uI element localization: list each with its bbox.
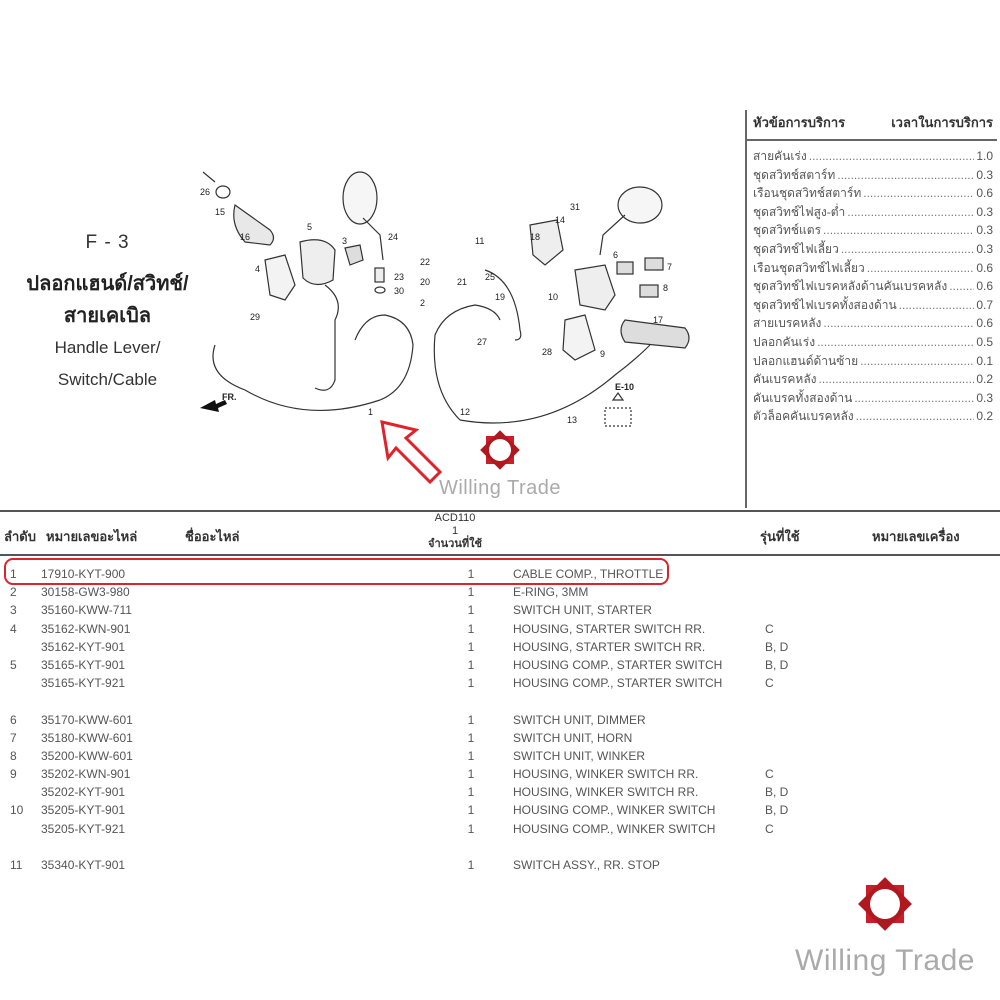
callout-22: 22 — [420, 257, 431, 267]
service-item-time: 1.0 — [976, 149, 993, 163]
row-number: 1 — [10, 567, 17, 581]
callout-3: 3 — [342, 236, 348, 246]
part-name-english: SWITCH UNIT, STARTER — [513, 603, 652, 618]
service-item-label: คันเบรคหลัง — [753, 372, 817, 387]
table-row — [0, 584, 1000, 602]
service-item-label: เรือนชุดสวิทช์ไฟเลี้ยว — [753, 260, 865, 275]
dot-leader — [860, 354, 974, 368]
e10-arrow-icon — [613, 393, 623, 400]
quantity: 1 — [467, 821, 475, 836]
callout-4: 4 — [255, 264, 261, 274]
row-number: 11 — [10, 858, 23, 872]
title-thai-line2: สายเคเบิล — [63, 305, 152, 327]
service-item-header: หัวข้อการบริการ — [753, 115, 846, 130]
callout-11: 11 — [475, 236, 485, 246]
title-english-line1: Handle Lever/ — [54, 338, 161, 357]
service-item-time: 0.3 — [976, 167, 993, 182]
switch-cover-part — [265, 255, 295, 300]
service-time-list — [747, 141, 997, 426]
callout-12: 12 — [460, 407, 471, 417]
quantity: 1 — [467, 676, 475, 691]
part-number: 35165-KYT-921 — [41, 676, 126, 691]
service-item — [753, 333, 993, 352]
section-code: F - 3 — [85, 232, 130, 253]
table-row — [0, 602, 1000, 620]
watermark-center — [430, 425, 570, 500]
quantity: 1 — [467, 858, 475, 872]
header-qty: จำนวนที่ใช้ — [428, 538, 482, 550]
part-number: 35162-KWN-901 — [41, 621, 131, 636]
dot-leader — [823, 223, 974, 237]
part-name-english: CABLE COMP., THROTTLE — [513, 567, 664, 581]
part-name-english: HOUSING COMP., WINKER SWITCH — [513, 821, 716, 836]
service-item-label: ชุดสวิทช์ไฟสูง-ต่ำ — [753, 204, 846, 219]
parts-table-header — [0, 512, 1000, 556]
quantity: 1 — [467, 767, 475, 782]
callout-15-left: 15 — [215, 207, 226, 217]
part-name-english: HOUSING, STARTER SWITCH RR. — [513, 621, 706, 636]
brand-logo-icon — [851, 870, 919, 938]
part-number: 35202-KWN-901 — [41, 767, 131, 782]
callout-24: 24 — [388, 232, 399, 242]
left-mirror-part — [343, 172, 377, 224]
callout-31: 31 — [570, 202, 581, 212]
row-number: 4 — [10, 621, 17, 636]
switch-wire-part — [315, 285, 338, 390]
bolt-part — [203, 172, 215, 182]
table-row — [0, 802, 1000, 820]
row-number: 3 — [10, 603, 17, 618]
brand-name: Willing Trade — [795, 944, 975, 977]
header-part-number: หมายเลขอะไหล่ — [46, 529, 138, 544]
applicable-model: C — [765, 621, 774, 636]
service-item-time: 0.3 — [976, 204, 993, 219]
service-item — [753, 203, 993, 222]
table-spacer — [0, 693, 1000, 711]
callout-28: 28 — [542, 347, 553, 357]
table-row — [0, 766, 1000, 784]
applicable-model: B, D — [765, 639, 789, 654]
quantity: 1 — [467, 785, 475, 800]
applicable-model: B, D — [765, 657, 789, 672]
part-number: 35205-KYT-921 — [41, 821, 126, 836]
part-name-english: HOUSING, WINKER SWITCH RR. — [513, 785, 699, 800]
service-item — [753, 352, 993, 371]
winker-switch-cover-part — [563, 315, 595, 360]
callout-7: 7 — [667, 262, 673, 272]
part-number: 35202-KYT-901 — [41, 785, 126, 800]
callout-5: 5 — [307, 222, 313, 232]
callout-27: 27 — [477, 337, 488, 347]
winker-switch-housing-part — [575, 265, 615, 310]
dot-leader — [949, 279, 974, 293]
part-name-english: HOUSING COMP., WINKER SWITCH — [513, 803, 716, 818]
callout-17: 17 — [653, 315, 664, 325]
service-item-label: ชุดสวิทช์ไฟเลี้ยว — [753, 241, 839, 256]
callout-23: 23 — [394, 272, 405, 282]
table-row — [0, 621, 1000, 639]
dot-leader — [863, 186, 974, 200]
winker-switch-part — [640, 285, 658, 297]
part-number: 35170-KWW-601 — [41, 712, 133, 727]
part-name-english: HOUSING COMP., STARTER SWITCH — [513, 657, 723, 672]
e10-reference-label: E-10 — [615, 382, 635, 392]
part-name-english: E-RING, 3MM — [513, 585, 589, 600]
title-english-line2: Switch/Cable — [57, 370, 158, 389]
header-model-variant: 1 — [451, 525, 459, 537]
quantity: 1 — [467, 639, 475, 654]
applicable-model: B, D — [765, 803, 789, 818]
dot-leader — [854, 391, 974, 405]
nut-part — [375, 287, 385, 293]
service-item-time: 0.2 — [976, 409, 993, 424]
callout-21: 21 — [457, 277, 468, 287]
dot-leader — [823, 316, 974, 330]
service-item-time: 0.6 — [976, 186, 993, 201]
table-row — [0, 712, 1000, 730]
callout-14: 14 — [555, 215, 566, 225]
service-time-panel — [745, 110, 997, 508]
callout-9: 9 — [600, 349, 606, 359]
applicable-model: C — [765, 676, 774, 691]
service-item-label: ชุดสวิทช์ไฟเบรคทั้งสองด้าน — [753, 297, 897, 312]
part-name-english: SWITCH UNIT, WINKER — [513, 748, 645, 763]
service-item — [753, 184, 993, 203]
quantity: 1 — [467, 803, 475, 818]
dimmer-switch-part — [617, 262, 633, 274]
callout-18: 18 — [530, 232, 541, 242]
service-item — [753, 407, 993, 426]
service-item-label: เรือนชุดสวิทช์สตาร์ท — [753, 186, 862, 201]
callout-19: 19 — [495, 292, 506, 302]
header-model-column — [405, 512, 505, 551]
part-number: 35160-KWW-711 — [41, 603, 132, 618]
quantity: 1 — [467, 585, 475, 600]
service-item-label: ชุดสวิทช์ไฟเบรคหลังด้านคันเบรคหลัง — [753, 279, 948, 294]
callout-10: 10 — [548, 292, 559, 302]
applicable-model: C — [765, 767, 774, 782]
right-mirror-part — [618, 187, 662, 223]
dot-leader — [837, 168, 974, 182]
dot-leader — [856, 409, 975, 423]
service-item — [753, 221, 993, 240]
table-row — [0, 675, 1000, 693]
applicable-model: B, D — [765, 785, 789, 800]
service-item-time: 0.3 — [976, 223, 993, 238]
row-number: 8 — [10, 748, 17, 763]
lever-bracket-part — [530, 220, 563, 265]
part-number: 17910-KYT-900 — [41, 567, 126, 581]
part-number: 35162-KYT-901 — [41, 639, 126, 654]
service-item — [753, 389, 993, 408]
callout-30: 30 — [394, 286, 405, 296]
part-name-english: HOUSING COMP., STARTER SWITCH — [513, 676, 723, 691]
service-item — [753, 240, 993, 259]
header-part-name: ชื่ออะไหล่ — [185, 529, 240, 544]
callout-16: 16 — [240, 232, 251, 242]
right-mirror-stem-part — [600, 215, 625, 255]
service-item-label: ตัวล็อคคันเบรคหลัง — [753, 409, 854, 424]
callout-29: 29 — [250, 312, 261, 322]
service-item-time: 0.7 — [976, 297, 993, 312]
brand-name: Willing Trade — [438, 477, 562, 499]
left-mirror-stem-part — [363, 218, 383, 260]
dot-leader — [841, 242, 975, 256]
service-item — [753, 277, 993, 296]
dot-leader — [819, 372, 975, 386]
table-row — [0, 566, 1000, 584]
dot-leader — [817, 335, 974, 349]
parts-table-body — [0, 566, 1000, 875]
service-item-time: 0.1 — [976, 353, 993, 368]
applicable-model: C — [765, 821, 774, 836]
service-item-label: สายเบรคหลัง — [753, 316, 822, 331]
exploded-parts-diagram — [185, 160, 730, 435]
callout-26: 26 — [200, 187, 211, 197]
front-direction-arrow-icon — [200, 392, 237, 412]
table-spacer — [0, 839, 1000, 857]
header-applicable-model: รุ่นที่ใช้ — [760, 529, 800, 544]
diagram-title-block — [0, 232, 215, 396]
row-number: 5 — [10, 657, 17, 672]
e10-reference-box — [605, 408, 631, 426]
row-number: 9 — [10, 767, 17, 782]
row-number: 6 — [10, 712, 17, 727]
quantity: 1 — [467, 621, 475, 636]
quantity: 1 — [467, 712, 475, 727]
header-engine-number: หมายเลขเครื่อง — [872, 529, 960, 544]
part-number: 30158-GW3-980 — [41, 585, 130, 600]
end-weight-part — [216, 186, 230, 198]
table-row — [0, 784, 1000, 802]
service-item-time: 0.2 — [976, 372, 993, 387]
starter-switch-part — [345, 245, 363, 265]
header-model: ACD110 — [434, 512, 476, 524]
part-name-english: HOUSING, WINKER SWITCH RR. — [513, 767, 699, 782]
service-panel-header — [747, 110, 997, 141]
dot-leader — [899, 298, 975, 312]
parts-diagram-svg — [185, 160, 730, 435]
quantity: 1 — [467, 567, 475, 581]
row-number: 10 — [10, 803, 24, 818]
part-number: 35205-KYT-901 — [41, 803, 126, 818]
service-item-time: 0.5 — [976, 334, 993, 349]
callout-8: 8 — [663, 283, 669, 293]
row-number: 2 — [10, 585, 17, 600]
quantity: 1 — [467, 748, 475, 763]
horn-switch-part — [645, 258, 663, 270]
table-row — [0, 748, 1000, 766]
service-item-time: 0.6 — [976, 260, 993, 275]
throttle-cable-line — [213, 315, 413, 410]
service-item-time: 0.3 — [976, 241, 993, 256]
part-number: 35200-KWW-601 — [41, 748, 133, 763]
service-item-label: ปลอกคันเร่ง — [753, 334, 816, 349]
part-name-english: HOUSING, STARTER SWITCH RR. — [513, 639, 706, 654]
callout-1: 1 — [368, 407, 374, 417]
quantity: 1 — [467, 730, 475, 745]
service-item-label: ชุดสวิทช์สตาร์ท — [753, 167, 836, 182]
brand-logo-icon — [475, 425, 525, 475]
service-item-time: 0.6 — [976, 279, 993, 294]
brake-cable-line — [434, 305, 500, 420]
quantity: 1 — [467, 603, 475, 618]
part-number: 35340-KYT-901 — [41, 858, 126, 872]
service-item — [753, 314, 993, 333]
starter-switch-housing-part — [300, 240, 335, 285]
table-row — [0, 821, 1000, 839]
title-thai-line1: ปลอกแฮนด์/สวิทช์/ — [26, 273, 189, 295]
front-marker-label: FR. — [222, 392, 237, 402]
callout-13: 13 — [567, 415, 578, 425]
watermark-bottom-right — [785, 870, 985, 978]
quantity: 1 — [467, 657, 475, 672]
part-number: 35165-KYT-901 — [41, 657, 126, 672]
service-item-label: ปลอกแฮนด์ด้านซ้าย — [753, 353, 859, 368]
callout-2: 2 — [420, 298, 426, 308]
service-item-time: 0.6 — [976, 316, 993, 331]
service-item — [753, 147, 993, 166]
mirror-adapter-part — [375, 268, 384, 282]
row-number: 7 — [10, 730, 17, 745]
part-name-english: SWITCH UNIT, HORN — [513, 730, 633, 745]
service-item — [753, 370, 993, 389]
dot-leader — [867, 261, 975, 275]
service-item-time: 0.3 — [976, 390, 993, 405]
service-time-header: เวลาในการบริการ — [891, 115, 993, 130]
callout-20: 20 — [420, 277, 431, 287]
part-name-english: SWITCH UNIT, DIMMER — [513, 712, 646, 727]
service-item-label: สายคันเร่ง — [753, 149, 807, 163]
part-name-english: SWITCH ASSY., RR. STOP — [513, 858, 660, 872]
dot-leader — [847, 205, 974, 219]
service-item — [753, 259, 993, 278]
table-row — [0, 730, 1000, 748]
service-item — [753, 296, 993, 315]
dot-leader — [809, 149, 975, 163]
table-row — [0, 639, 1000, 657]
table-row — [0, 657, 1000, 675]
callout-25: 25 — [485, 272, 496, 282]
service-item — [753, 166, 993, 185]
header-no: ลำดับ — [4, 529, 36, 544]
part-number: 35180-KWW-601 — [41, 730, 133, 745]
service-item-label: ชุดสวิทช์แตร — [753, 223, 822, 238]
callout-6: 6 — [613, 250, 619, 260]
service-item-label: คันเบรคทั้งสองด้าน — [753, 390, 853, 405]
